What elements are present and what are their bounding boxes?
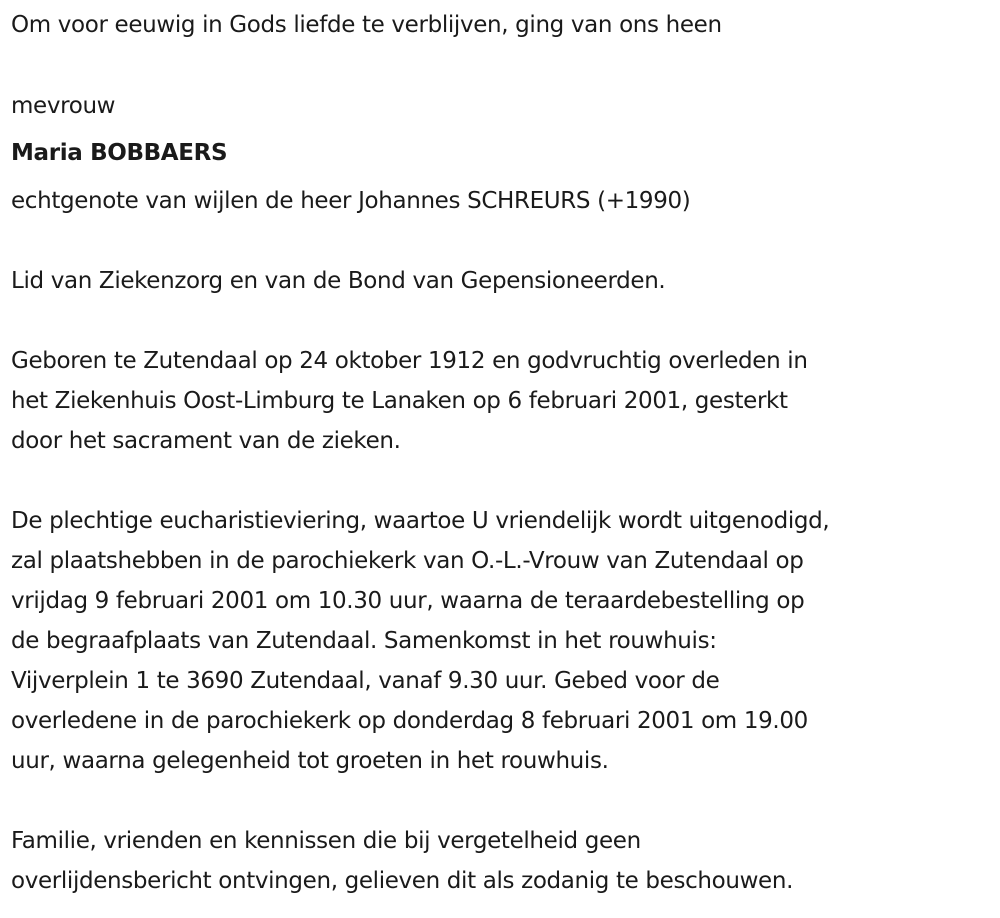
funeral-line: Vijverplein 1 te 3690 Zutendaal, vanaf 9.30 uur. Gebed voor de (11, 668, 720, 694)
birth-death-line: het Ziekenhuis Oost-Limburg te Lanaken op 6 februari 2001, gesterkt (11, 388, 788, 414)
intro-text: Om voor eeuwig in Gods liefde te verblijven, ging van ons heen (11, 12, 722, 38)
deceased-name: Maria BOBBAERS (11, 140, 228, 166)
membership-text: Lid van Ziekenzorg en van de Bond van Gepensioneerden. (11, 268, 666, 294)
closing-line: Familie, vrienden en kennissen die bij vergetelheid geen (11, 828, 641, 854)
funeral-line: De plechtige eucharistieviering, waartoe U vriendelijk wordt uitgenodigd, (11, 508, 830, 534)
birth-death-line: Geboren te Zutendaal op 24 oktober 1912 en godvruchtig overleden in (11, 348, 808, 374)
spouse-text: echtgenote van wijlen de heer Johannes SCHREURS (+1990) (11, 188, 691, 214)
birth-death-line: door het sacrament van de zieken. (11, 428, 401, 454)
honorific: mevrouw (11, 93, 116, 119)
funeral-line: vrijdag 9 februari 2001 om 10.30 uur, waarna de teraardebestelling op (11, 588, 805, 614)
closing-line: overlijdensbericht ontvingen, gelieven dit als zodanig te beschouwen. (11, 868, 794, 894)
funeral-line: de begraafplaats van Zutendaal. Samenkomst in het rouwhuis: (11, 628, 717, 654)
funeral-line: zal plaatshebben in de parochiekerk van O.-L.-Vrouw van Zutendaal op (11, 548, 804, 574)
funeral-line: overledene in de parochiekerk op donderdag 8 februari 2001 om 19.00 (11, 708, 808, 734)
funeral-line: uur, waarna gelegenheid tot groeten in het rouwhuis. (11, 748, 609, 774)
